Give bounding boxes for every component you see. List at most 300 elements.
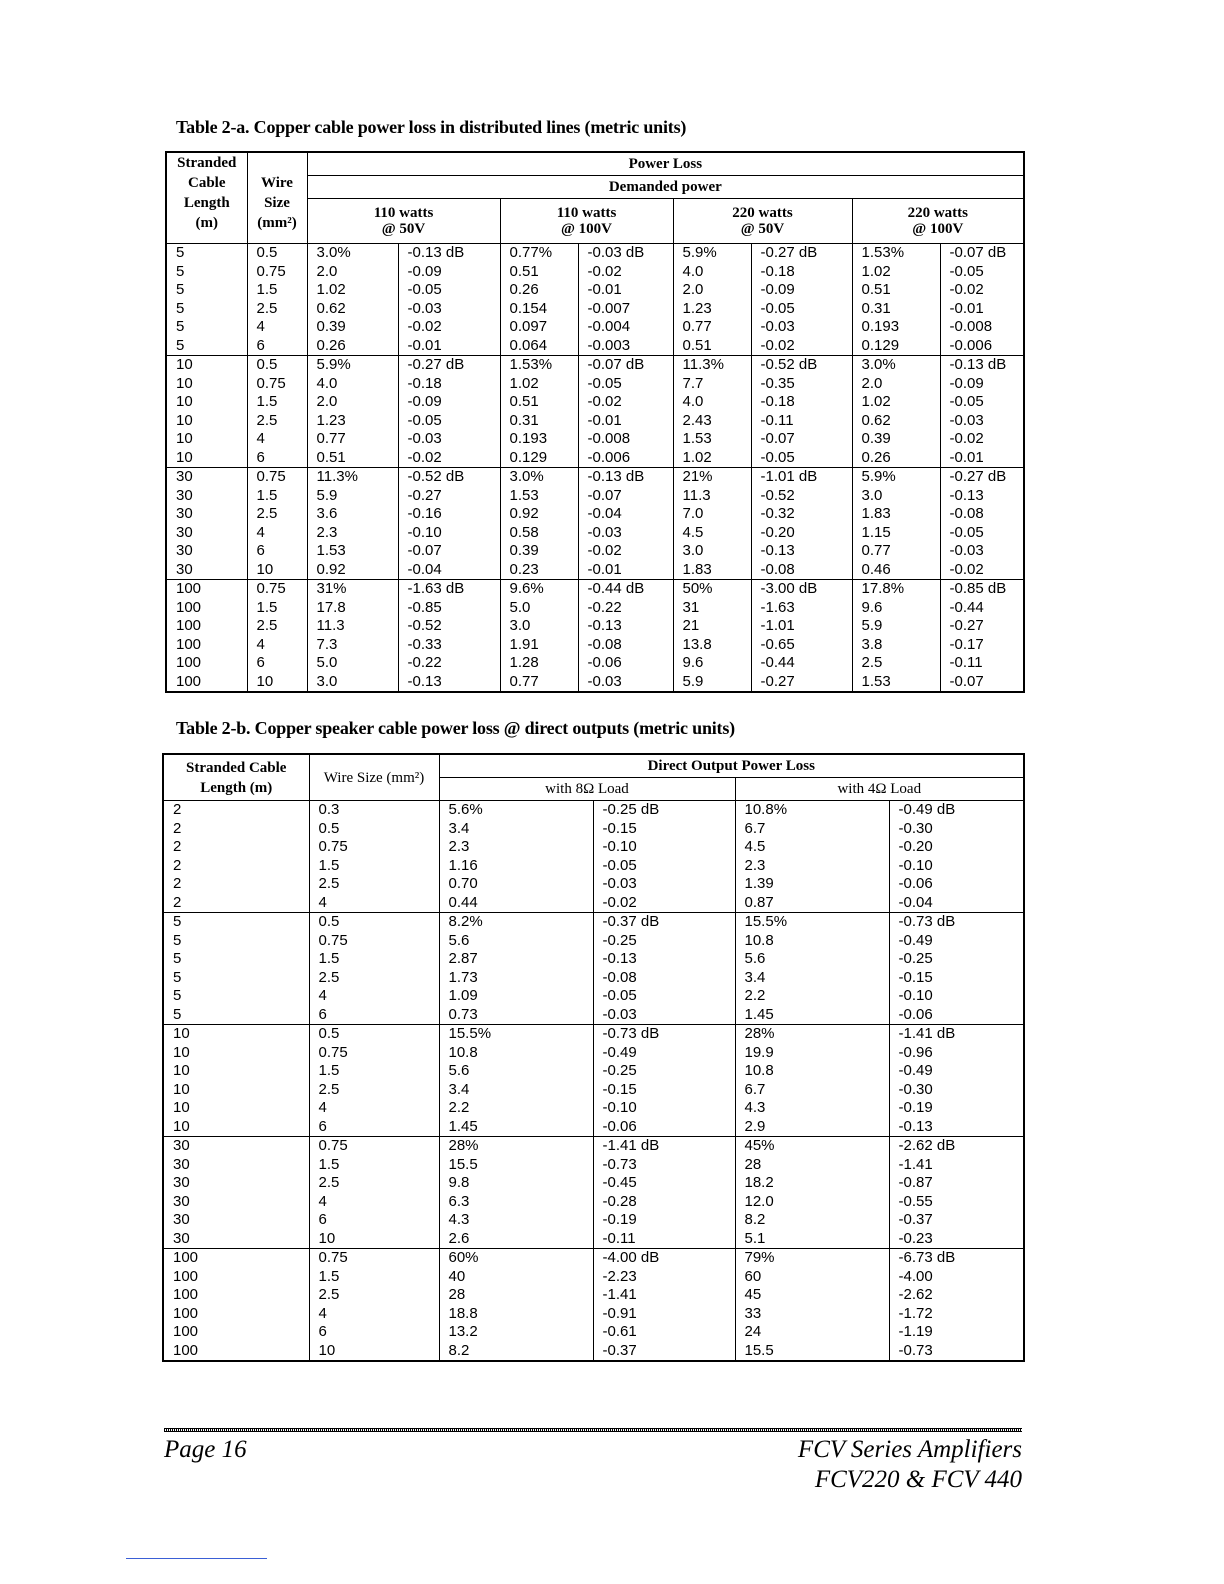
table-cell: 4 [309,1193,439,1212]
table-cell: -0.05 [940,393,1024,412]
table-cell: -0.03 [593,875,735,894]
table-cell: 60 [735,1268,889,1287]
table-cell: -0.01 [578,412,673,431]
table-cell: 0.51 [673,337,751,356]
table-cell: 10.8 [735,1062,889,1081]
table-cell: 3.0% [307,244,398,263]
table-cell: 10.8 [439,1044,593,1063]
table-row [163,820,1024,839]
table-cell: 10 [247,673,307,693]
table-cell: 0.75 [247,263,307,282]
table-cell: -0.07 [398,542,500,561]
table-cell: 1.73 [439,969,593,988]
table-row [163,1230,1024,1249]
table-cell: 2.5 [309,1174,439,1193]
table-cell: 10 [176,411,193,429]
table-cell: 5.6 [439,1062,593,1081]
table-row [163,1323,1024,1342]
table-cell: 1.83 [673,561,751,580]
table-cell: 1.5 [247,487,307,506]
table-cell: -0.37 [889,1211,1024,1230]
table-cell: 28 [735,1156,889,1175]
table-cell: -0.06 [889,1006,1024,1025]
table-cell: 0.3 [309,801,439,820]
header-group-4-ohm: with 4Ω Load [735,778,1024,801]
table-cell: -0.23 [889,1230,1024,1249]
table-cell: 1.28 [500,654,578,673]
table-row [163,1099,1024,1118]
table-cell: -0.10 [889,987,1024,1006]
table-cell: 11.3% [673,356,751,375]
table-cell: -0.05 [940,263,1024,282]
footer-models: FCV220 & FCV 440 [814,1466,1022,1493]
table-cell: 100 [173,1286,199,1303]
table-cell: 2 [173,838,182,855]
table-cell: -1.63 dB [398,580,500,599]
table-cell: 4 [247,636,307,655]
table-cell: 1.5 [309,1268,439,1287]
table-cell: 4.0 [673,393,751,412]
table-cell: 1.23 [307,412,398,431]
table-cell: 18.8 [439,1305,593,1324]
table-cell: 30 [166,561,247,580]
table-row [163,1156,1024,1175]
table-row [163,1025,1024,1044]
header-power-loss: Power Loss [307,152,1024,176]
table-cell: -0.25 [593,1062,735,1081]
table-cell: -0.05 [751,300,852,319]
table-cell: -0.73 [593,1156,735,1175]
table-cell: -0.52 [751,487,852,506]
table-cell: 2.0 [673,281,751,300]
table-cell: -0.30 [889,1081,1024,1100]
table-cell: -1.01 dB [751,468,852,487]
table-cell: 3.0 [307,673,398,693]
table-cell: 6 [247,542,307,561]
table-cell: 3.0 [673,542,751,561]
table-cell: -0.27 [398,487,500,506]
table-cell: -0.73 [889,1342,1024,1362]
table-cell: 30 [176,523,193,541]
table-row [163,801,1024,820]
table-cell: 5 [173,950,182,967]
table-cell: 0.75 [309,838,439,857]
table-cell: 2.87 [439,950,593,969]
table-cell: -0.37 dB [593,913,735,932]
table-cell: 10 [176,430,193,447]
table-cell: -0.32 [751,505,852,524]
table-cell: -0.03 [578,673,673,693]
table-cell: 5 [166,337,247,356]
table-row [163,1211,1024,1230]
table-cell: 12.0 [735,1193,889,1212]
table-cell: -0.19 [889,1099,1024,1118]
table-row [166,561,1024,580]
table-row [166,263,1024,282]
table-cell: -0.05 [593,987,735,1006]
table-cell: 0.75 [247,580,307,599]
table-row [166,430,1024,449]
table-cell: 1.45 [439,1118,593,1137]
table-cell: 0.75 [309,1044,439,1063]
table-cell: 1.53% [500,356,578,375]
table-cell: -0.13 dB [578,468,673,487]
table-b [162,753,1025,1362]
table-row [166,375,1024,394]
table-cell: -0.33 [398,636,500,655]
table-cell: -0.13 dB [398,244,500,263]
table-cell: -0.15 [593,1081,735,1100]
table-cell: 0.51 [307,449,398,468]
table-cell: 5.0 [307,654,398,673]
table-cell: -1.72 [889,1305,1024,1324]
table-cell: 10 [173,1080,190,1098]
table-cell: -0.52 [398,617,500,636]
table-cell: 0.31 [500,412,578,431]
table-cell: 3.4 [439,820,593,839]
table-cell: -0.13 [398,673,500,693]
table-cell: 19.9 [735,1044,889,1063]
table-cell: 100 [176,654,202,671]
table-cell: 30 [176,486,193,504]
table-cell: 8.2 [735,1211,889,1230]
table-cell: -0.27 dB [940,468,1024,487]
table-cell: 1.53 [500,487,578,506]
table-cell: 10 [166,449,247,468]
header-group-220w-100v: 220 watts @ 100V [852,199,1024,244]
table-cell: 24 [735,1323,889,1342]
table-cell: -0.11 [593,1230,735,1249]
table-row [163,932,1024,951]
table-cell: 1.02 [307,281,398,300]
table-cell: 15.5 [735,1342,889,1362]
table-cell: 6.7 [735,820,889,839]
table-cell: 5.9 [673,673,751,693]
table-cell: -0.27 dB [398,356,500,375]
table-cell: 4.0 [307,375,398,394]
table-cell: 100 [176,598,202,616]
table-cell: 3.0% [852,356,940,375]
table-cell: 45 [735,1286,889,1305]
table-cell: -0.22 [578,599,673,618]
table-cell: 21 [673,617,751,636]
table-cell: -0.17 [940,636,1024,655]
table-cell: 7.0 [673,505,751,524]
table-cell: 11.3% [307,468,398,487]
table-row [166,337,1024,356]
table-cell: 0.129 [500,449,578,468]
table-row [163,857,1024,876]
table-cell: 5.9 [852,617,940,636]
table-cell: 10.8% [735,801,889,820]
table-cell: 4.5 [735,838,889,857]
table-cell: 2.5 [247,300,307,319]
table-cell: 1.5 [309,1156,439,1175]
table-cell: -0.27 dB [751,244,852,263]
table-cell: -0.45 [593,1174,735,1193]
table-cell: -0.13 [593,950,735,969]
table-cell: 0.26 [500,281,578,300]
table-cell: -0.01 [578,281,673,300]
table-cell: 0.193 [852,318,940,337]
table-cell: -0.13 dB [940,356,1024,375]
table-cell: 5 [173,968,182,986]
table-cell: 0.5 [247,244,307,263]
table-cell: -0.02 [578,542,673,561]
table-cell: -0.25 [593,932,735,951]
table-cell: -0.07 dB [578,356,673,375]
table-row [163,1137,1024,1156]
table-cell: 2.2 [439,1099,593,1118]
table-cell: -0.85 dB [940,580,1024,599]
table-cell: 10 [176,374,193,392]
table-cell: 0.39 [500,542,578,561]
table-cell: -0.73 dB [889,913,1024,932]
table-cell: -0.13 [751,542,852,561]
table-cell: 15.5% [735,913,889,932]
table-cell: -0.11 [751,412,852,431]
table-cell: 3.0 [500,617,578,636]
table-cell: 5.6 [439,932,593,951]
table-row [163,875,1024,894]
table-row [163,1268,1024,1287]
table-cell: 0.5 [309,913,439,932]
table-cell: 0.92 [500,505,578,524]
table-cell: 2 [173,875,182,892]
table-cell: -0.18 [398,375,500,394]
table-cell: 4.0 [673,263,751,282]
table-cell: -0.008 [578,430,673,449]
table-cell: 17.8 [307,599,398,618]
table-cell: 1.5 [247,281,307,300]
table-cell: 1.09 [439,987,593,1006]
table-cell: -0.25 [889,950,1024,969]
table-cell: -1.01 [751,617,852,636]
table-cell: -0.04 [398,561,500,580]
table-cell: 30 [173,1155,190,1173]
table-cell: 8.2 [439,1342,593,1362]
table-cell: -0.03 [398,430,500,449]
table-cell: 2.6 [439,1230,593,1249]
table-cell: 4 [309,987,439,1006]
table-cell: -0.06 [889,875,1024,894]
table-cell: 0.097 [500,318,578,337]
table-cell: -0.27 [751,673,852,693]
table-cell: 5 [176,281,185,298]
table-row [166,318,1024,337]
table-cell: -0.55 [889,1193,1024,1212]
header-cable-length: Stranded Cable Length (m) [166,152,247,244]
table-cell: 1.91 [500,636,578,655]
table-cell: -2.23 [593,1268,735,1287]
table-cell: -0.15 [889,969,1024,988]
table-cell: 3.0 [852,487,940,506]
table-cell: 1.5 [309,857,439,876]
table-cell: -4.00 [889,1268,1024,1287]
header-group-110w-100v: 110 watts @ 100V [500,199,673,244]
table-cell: -0.08 [593,969,735,988]
table-cell: 6 [309,1211,439,1230]
table-cell: 0.26 [307,337,398,356]
table-cell: 0.58 [500,524,578,543]
table-cell: 1.83 [852,505,940,524]
table-cell: -0.05 [593,857,735,876]
table-cell: -0.01 [940,300,1024,319]
table-cell: -0.87 [889,1174,1024,1193]
table-cell: 0.62 [852,412,940,431]
table-cell: 5.9% [673,244,751,263]
table-cell: 0.44 [439,894,593,913]
table-row [166,487,1024,506]
table-row [163,1193,1024,1212]
table-cell: -0.96 [889,1044,1024,1063]
table-cell: 0.75 [247,375,307,394]
table-cell: 100 [173,1267,199,1285]
table-cell: 28% [439,1137,593,1156]
header-b-cable-length: Stranded Cable Length (m) [163,754,309,801]
table-cell: 2.5 [247,412,307,431]
table-cell: -0.07 [751,430,852,449]
table-cell: 0.62 [307,300,398,319]
table-cell: 2 [173,856,182,874]
table-row [163,1249,1024,1268]
table-cell: 100 [173,1304,199,1322]
table-cell: 5.6% [439,801,593,820]
table-cell: 1.5 [247,599,307,618]
table-row [163,987,1024,1006]
table-row [163,913,1024,932]
table-row [163,1006,1024,1025]
table-cell: -0.006 [578,449,673,468]
table-cell: 5 [173,931,182,949]
table-row [163,1062,1024,1081]
table-cell: 31% [307,580,398,599]
table-cell: -0.10 [593,838,735,857]
table-cell: -0.30 [889,820,1024,839]
table-cell: 2.2 [735,987,889,1006]
table-cell: 1.53 [307,542,398,561]
table-cell: 5.6 [735,950,889,969]
table-cell: -0.03 [593,1006,735,1025]
table-cell: -0.20 [751,524,852,543]
table-cell: 5 [176,299,185,317]
table-row [166,542,1024,561]
table-row [166,673,1024,693]
table-row [166,281,1024,300]
table-cell: -0.02 [751,337,852,356]
table-cell: 0.75 [309,932,439,951]
table-cell: -0.16 [398,505,500,524]
table-cell: 5 [173,913,182,930]
table-cell: 3.4 [735,969,889,988]
table-cell: 10 [163,1118,309,1137]
table-cell: -0.27 [940,617,1024,636]
table-cell: 0.26 [852,449,940,468]
table-cell: 0.87 [735,894,889,913]
table-cell: -0.04 [578,505,673,524]
table-cell: -1.41 [889,1156,1024,1175]
table-cell: 0.77 [500,673,578,693]
table-cell: 3.8 [852,636,940,655]
table-cell: 1.39 [735,875,889,894]
table-cell: 1.02 [852,393,940,412]
table-cell: -0.49 [889,1062,1024,1081]
table-cell: 0.92 [307,561,398,580]
header-wire-size: Wire Size (mm²) [247,152,307,244]
table-cell: 79% [735,1249,889,1268]
table-cell: 1.23 [673,300,751,319]
table-cell: 0.77% [500,244,578,263]
table-cell: 31 [673,599,751,618]
table-cell: 21% [673,468,751,487]
table-cell: 0.75 [309,1137,439,1156]
table-cell: 0.39 [307,318,398,337]
table-cell: -0.02 [940,561,1024,580]
table-cell: -1.41 dB [889,1025,1024,1044]
table-row [163,950,1024,969]
table-cell: 0.39 [852,430,940,449]
table-cell: 0.5 [309,820,439,839]
table-cell: 40 [439,1268,593,1287]
table-cell: 8.2% [439,913,593,932]
table-row [166,617,1024,636]
table-cell: -0.91 [593,1305,735,1324]
table-cell: -0.04 [889,894,1024,913]
table-cell: 30 [173,1211,190,1228]
table-cell: -0.37 [593,1342,735,1362]
table-cell: 5 [163,1006,309,1025]
table-cell: -0.01 [940,449,1024,468]
table-row [163,1044,1024,1063]
table-cell: 2.5 [247,617,307,636]
table-cell: -0.44 dB [578,580,673,599]
table-cell: 10 [173,1025,190,1042]
table-cell: 5 [176,318,185,335]
table-cell: 0.70 [439,875,593,894]
header-group-220w-50v: 220 watts @ 50V [673,199,852,244]
table-cell: 18.2 [735,1174,889,1193]
table-cell: 3.6 [307,505,398,524]
table-cell: 30 [173,1192,190,1210]
table-row [163,1342,1024,1362]
table-row [166,412,1024,431]
table-cell: -0.06 [593,1118,735,1137]
table-cell: -0.004 [578,318,673,337]
table-cell: -0.01 [398,337,500,356]
table-cell: 0.51 [852,281,940,300]
table-cell: -0.44 [940,599,1024,618]
table-b-caption: Table 2-b. Copper speaker cable power loss @ direct outputs (metric units) [176,718,735,738]
table-cell: 0.77 [307,430,398,449]
table-cell: 60% [439,1249,593,1268]
table-row [166,524,1024,543]
table-cell: -0.10 [593,1099,735,1118]
table-cell: -0.03 [940,412,1024,431]
table-cell: 13.8 [673,636,751,655]
table-cell: 1.53 [673,430,751,449]
table-cell: 0.77 [852,542,940,561]
table-cell: 5 [176,262,185,280]
table-cell: 100 [173,1249,199,1266]
table-cell: -0.03 dB [578,244,673,263]
table-cell: 4 [309,1099,439,1118]
table-cell: -0.09 [940,375,1024,394]
table-cell: 9.6 [673,654,751,673]
table-cell: -0.44 [751,654,852,673]
page-number: Page 16 [164,1436,247,1463]
table-cell: 0.75 [247,468,307,487]
table-cell: 0.154 [500,300,578,319]
